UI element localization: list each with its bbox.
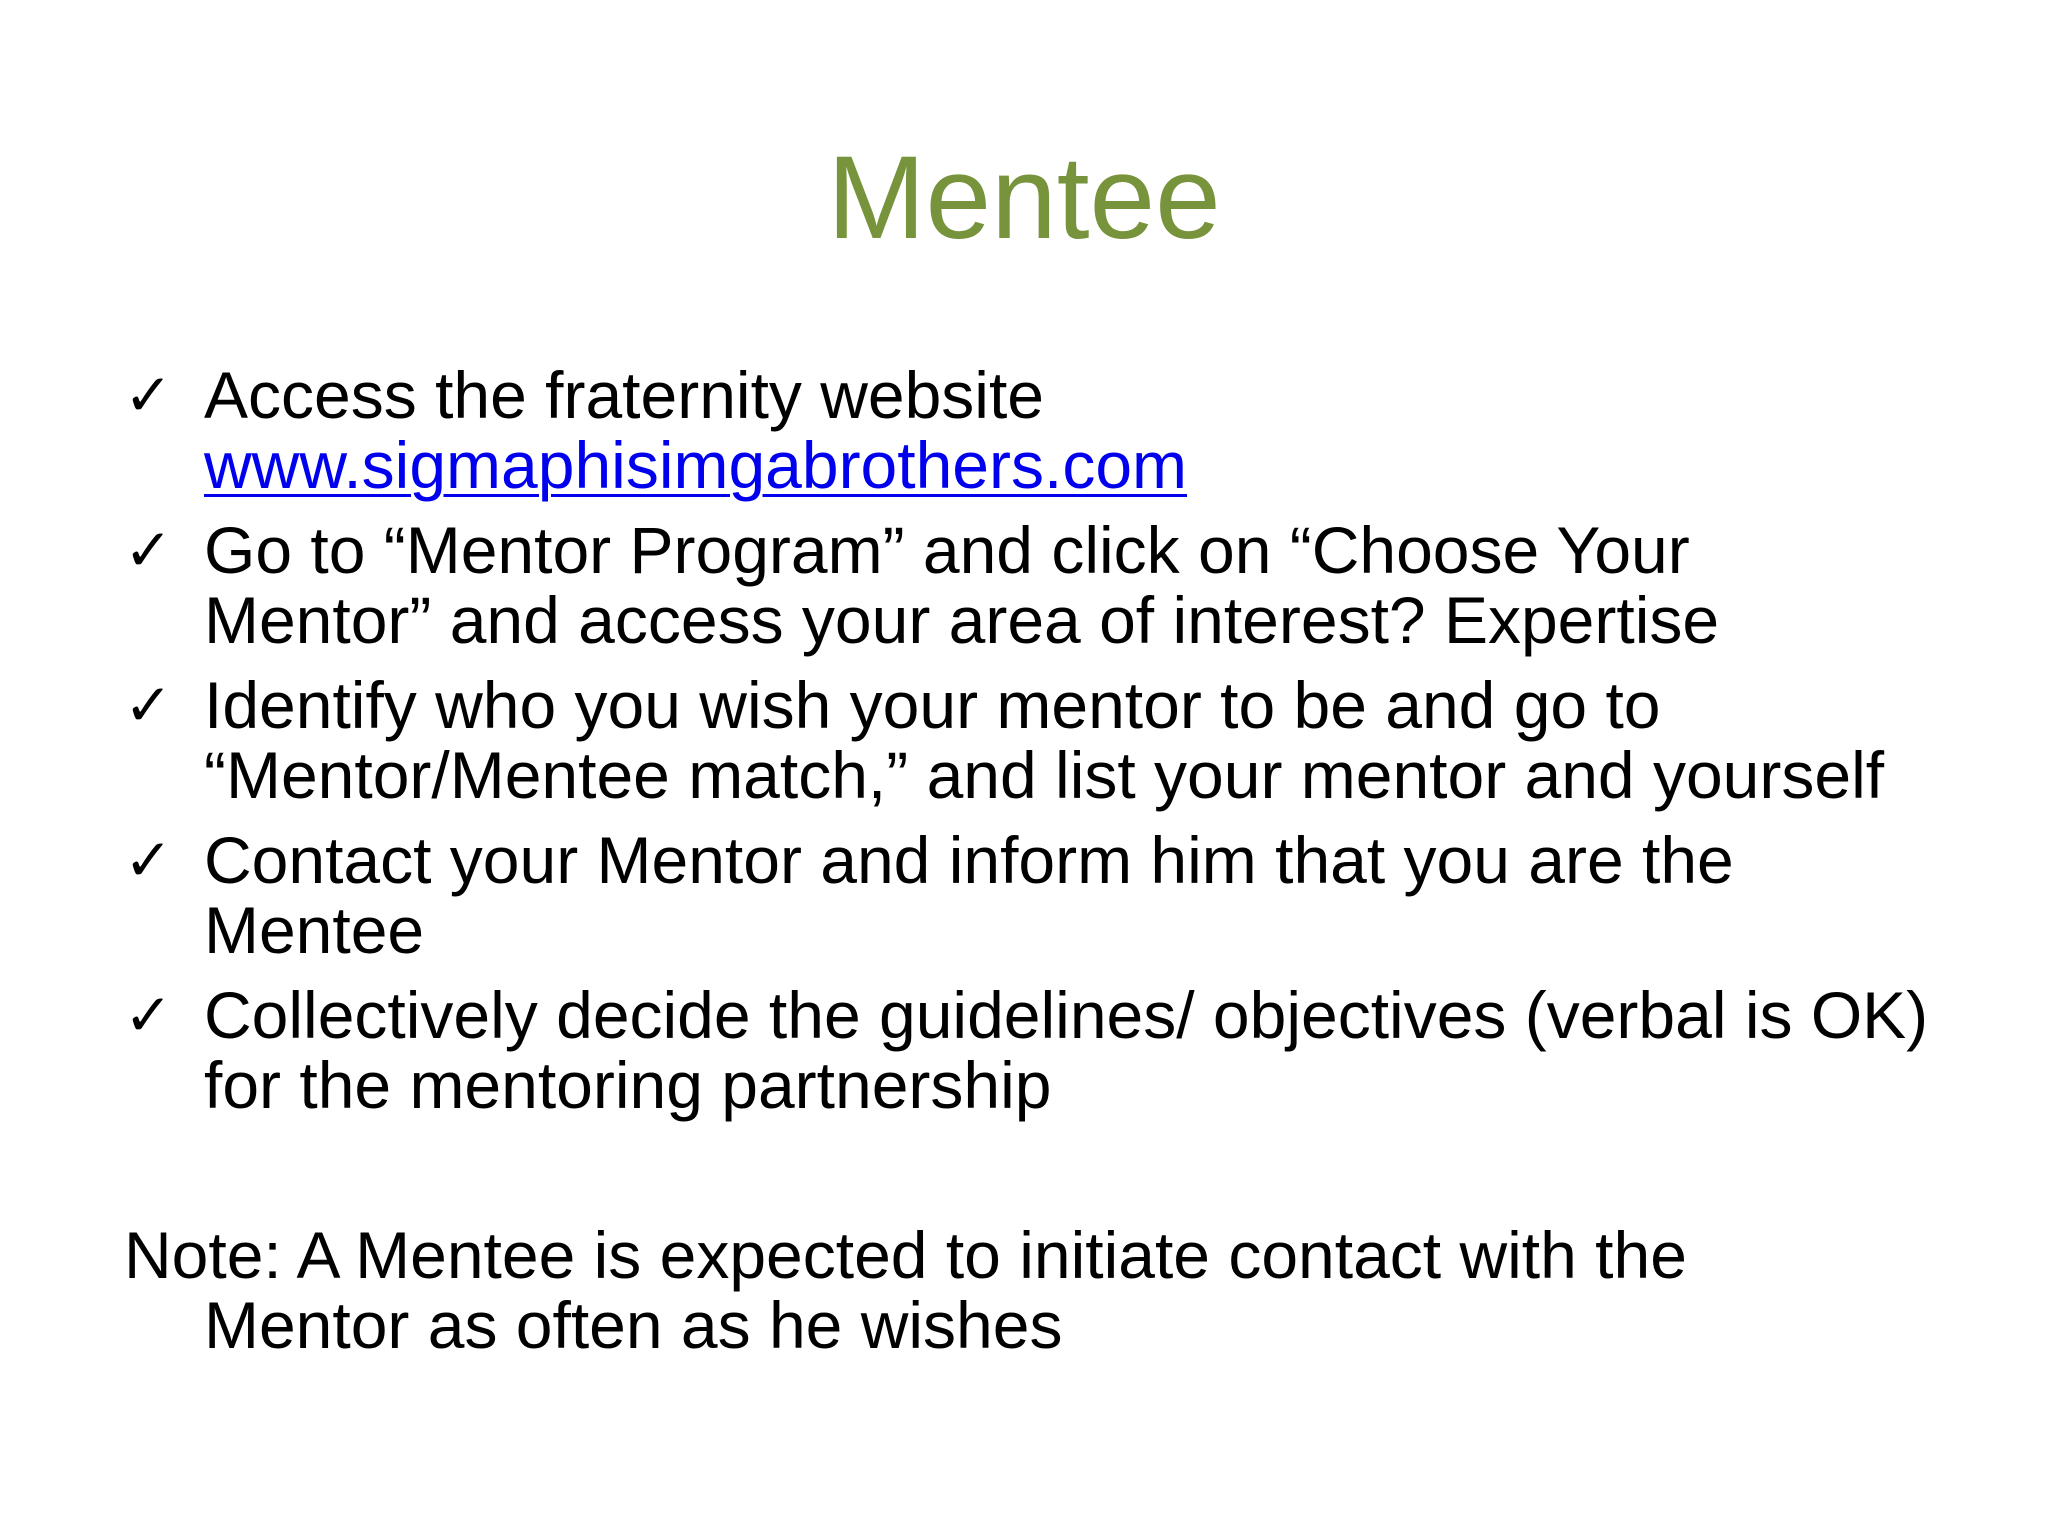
slide-title: Mentee bbox=[827, 132, 1221, 264]
note-line-1: Note: A Mentee is expected to initiate contact with the bbox=[124, 1218, 1687, 1292]
list-item-contact-mentor bbox=[124, 825, 1964, 965]
bullet-list bbox=[124, 360, 1964, 1135]
checkmark-icon: ✓ bbox=[124, 671, 173, 739]
list-item-access-website bbox=[124, 360, 1964, 500]
list-item-text: Access the fraternity website bbox=[204, 358, 1045, 432]
list-item-mentor-program bbox=[124, 515, 1964, 655]
list-item-identify-mentor bbox=[124, 670, 1964, 810]
list-item-text: Go to “Mentor Program” and click on “Choose Your bbox=[204, 513, 1690, 587]
list-item-collectively-decide bbox=[124, 980, 1964, 1120]
checkmark-icon: ✓ bbox=[124, 516, 173, 584]
note-paragraph bbox=[124, 1220, 1964, 1360]
list-item-text: Identify who you wish your mentor to be and go to bbox=[204, 668, 1661, 742]
list-item-text: Mentor” and access your area of interest? Expertise bbox=[204, 583, 1720, 657]
list-item-text: Mentee bbox=[204, 893, 425, 967]
checkmark-icon: ✓ bbox=[124, 826, 173, 894]
note-line-2: Mentor as often as he wishes bbox=[204, 1288, 1063, 1362]
list-item-text: for the mentoring partnership bbox=[204, 1048, 1052, 1122]
list-item-text: Contact your Mentor and inform him that you are the bbox=[204, 823, 1734, 897]
list-item-text: “Mentor/Mentee match,” and list your mentor and yourself bbox=[204, 738, 1885, 812]
fraternity-website-link[interactable]: www.sigmaphisimgabrothers.com bbox=[204, 428, 1188, 502]
checkmark-icon: ✓ bbox=[124, 981, 173, 1049]
list-item-text: Collectively decide the guidelines/ objectives (verbal is OK) bbox=[204, 978, 1929, 1052]
checkmark-icon: ✓ bbox=[124, 361, 173, 429]
